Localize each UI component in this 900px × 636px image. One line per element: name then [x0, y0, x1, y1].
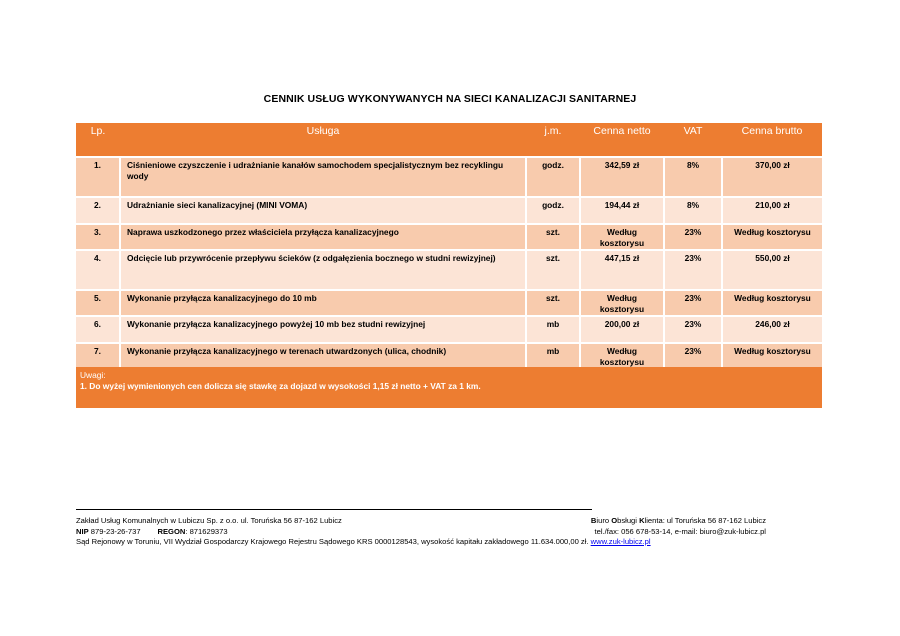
cell-gross-price: 370,00 zł [722, 157, 822, 197]
cell-gross-price: 550,00 zł [722, 250, 822, 290]
notes-heading: Uwagi: [80, 370, 106, 380]
header-service: Usługa [120, 123, 526, 157]
cell-unit: mb [526, 316, 580, 343]
cell-gross-price: Według kosztorysu [722, 224, 822, 250]
cell-vat: 23% [664, 290, 722, 316]
cell-service: Wykonanie przyłącza kanalizacyjnego powyżej 10 mb bez studni rewizyjnej [120, 316, 526, 343]
cell-lp: 1. [76, 157, 120, 197]
cell-service: Odcięcie lub przywrócenie przepływu ścieków (z odgałęzienia bocznego w studni rewizyjnej) [120, 250, 526, 290]
cell-service: Wykonanie przyłącza kanalizacyjnego w terenach utwardzonych (ulica, chodnik) [120, 343, 526, 370]
footer-court: Sąd Rejonowy w Toruniu, VII Wydział Gospodarczy Krajowego Rejestru Sądowego KRS 0000128543, wysokość kapitału zakładowego 11.634.000,00 zł. [76, 537, 589, 546]
price-table [76, 123, 822, 370]
cell-unit: godz. [526, 197, 580, 224]
cell-lp: 7. [76, 343, 120, 370]
header-unit: j.m. [526, 123, 580, 157]
cell-unit: szt. [526, 224, 580, 250]
cell-gross-price: Według kosztorysu [722, 343, 822, 370]
header-lp: Lp. [76, 123, 120, 157]
regon-label: REGON [157, 526, 186, 536]
page-title: CENNIK USŁUG WYKONYWANYCH NA SIECI KANALIZACJI SANITARNEJ [263, 93, 637, 105]
cell-vat: 8% [664, 157, 722, 197]
regon-value: : 871629373 [185, 526, 228, 536]
cell-service: Udrażnianie sieci kanalizacyjnej (MINI VOMA) [120, 197, 526, 224]
table-row [76, 343, 822, 370]
cell-net-price: Według kosztorysu [580, 224, 664, 250]
header-vat: VAT [664, 123, 722, 157]
cell-unit: godz. [526, 157, 580, 197]
table-row [76, 197, 822, 224]
table-row [76, 224, 822, 250]
bok-part: lienta: ul Toruńska 56 87-162 Lubicz [644, 516, 766, 525]
cell-unit: szt. [526, 250, 580, 290]
cell-net-price: 194,44 zł [580, 197, 664, 224]
bok-initial-b: B [590, 516, 597, 525]
footer-contact: tel./fax: 056 678-53-14, e-mail: biuro@zuk-lubicz.pl [594, 526, 766, 536]
cell-net-price: 447,15 zł [580, 250, 664, 290]
footer-customer-office [591, 516, 766, 527]
footer-ids [76, 527, 228, 536]
cell-lp: 4. [76, 250, 120, 290]
bok-part: iuro [596, 516, 612, 525]
table-row [76, 316, 822, 343]
cell-lp: 6. [76, 316, 120, 343]
cell-net-price: Według kosztorysu [580, 343, 664, 370]
cell-gross-price: Według kosztorysu [722, 290, 822, 316]
cell-net-price: 200,00 zł [580, 316, 664, 343]
cell-service: Naprawa uszkodzonego przez właściciela przyłącza kanalizacyjnego [120, 224, 526, 250]
cell-unit: szt. [526, 290, 580, 316]
nip-value: 879-23-26-737 [88, 526, 141, 536]
bok-initial-o: O [611, 516, 618, 525]
header-gross-price: Cenna brutto [722, 123, 822, 157]
cell-service: Ciśnieniowe czyszczenie i udrażnianie kanałów samochodem specjalistycznym bez recyklingu wody [120, 157, 526, 197]
bok-initial-k: K [639, 516, 645, 525]
cell-lp: 2. [76, 197, 120, 224]
note-item: 1. Do wyżej wymienionych cen dolicza się stawkę za dojazd w wysokości 1,15 zł netto + VAT za 1 km. [80, 381, 481, 391]
footer [76, 516, 766, 548]
nip-label: NIP [76, 526, 89, 536]
cell-net-price: Według kosztorysu [580, 290, 664, 316]
table-header-row [76, 123, 822, 157]
cell-service: Wykonanie przyłącza kanalizacyjnego do 10 mb [120, 290, 526, 316]
cell-vat: 23% [664, 316, 722, 343]
table-row [76, 250, 822, 290]
bok-part: bsługi [617, 516, 640, 525]
cell-lp: 3. [76, 224, 120, 250]
footer-website-link[interactable]: www.zuk-lubicz.pl [590, 537, 651, 546]
cell-vat: 23% [664, 343, 722, 370]
table-row [76, 157, 822, 197]
cell-gross-price: 246,00 zł [722, 316, 822, 343]
cell-vat: 8% [664, 197, 722, 224]
notes-box [76, 367, 822, 408]
table-row [76, 290, 822, 316]
cell-gross-price: 210,00 zł [722, 197, 822, 224]
cell-vat: 23% [664, 250, 722, 290]
cell-net-price: 342,59 zł [580, 157, 664, 197]
cell-unit: mb [526, 343, 580, 370]
footer-divider [76, 509, 592, 510]
header-net-price: Cenna netto [580, 123, 664, 157]
cell-lp: 5. [76, 290, 120, 316]
footer-company: Zakład Usług Komunalnych w Lubiczu Sp. z o.o. ul. Toruńska 56 87-162 Lubicz [76, 516, 342, 525]
cell-vat: 23% [664, 224, 722, 250]
